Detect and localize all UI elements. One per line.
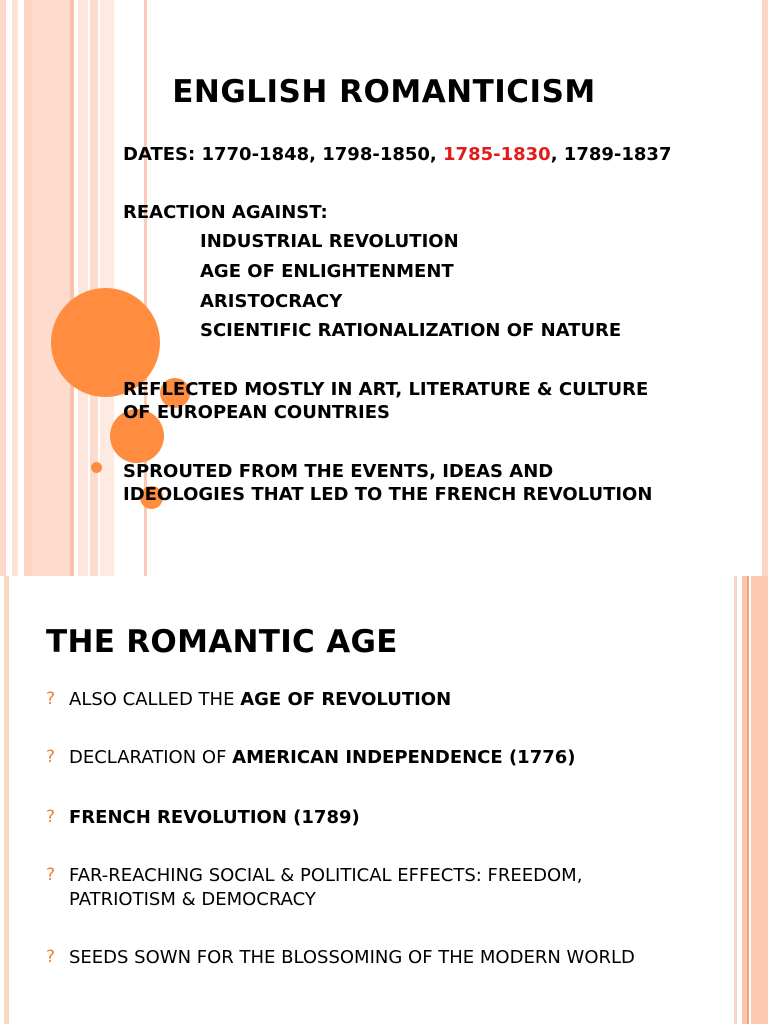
bullet-bold: AMERICAN INDEPENDENCE (1776) (232, 747, 576, 768)
reaction-item: ARISTOCRACY (200, 291, 343, 312)
dates-prefix: DATES: 1770-1848, 1798-1850, (123, 144, 444, 165)
bullet-item (69, 688, 451, 712)
sprouted-line: IDEOLOGIES THAT LED TO THE FRENCH REVOLUTION (123, 484, 653, 505)
bullet-marker: ? (46, 947, 56, 967)
bullet-item: SEEDS SOWN FOR THE BLOSSOMING OF THE MODERN WORLD (69, 947, 635, 968)
reaction-item: AGE OF ENLIGHTENMENT (200, 261, 454, 282)
bullet-plain: DECLARATION OF (69, 747, 233, 768)
reaction-item: SCIENTIFIC RATIONALIZATION OF NATURE (200, 320, 622, 341)
bullet-bold: AGE OF REVOLUTION (240, 689, 452, 710)
bullet-plain: ALSO CALLED THE (69, 689, 241, 710)
decor-circle-tiny (91, 462, 102, 473)
bullet-item-continued: PATRIOTISM & DEMOCRACY (69, 889, 316, 910)
bullet-bold: FRENCH REVOLUTION (1789) (69, 807, 360, 828)
slide-title: THE ROMANTIC AGE (46, 624, 398, 660)
bullet-marker: ? (46, 865, 56, 885)
dates-line (123, 143, 671, 167)
bullet-marker: ? (46, 747, 56, 767)
reflected-line: REFLECTED MOSTLY IN ART, LITERATURE & CULTURE (123, 379, 649, 400)
reaction-item: INDUSTRIAL REVOLUTION (200, 231, 459, 252)
bullet-item: FAR-REACHING SOCIAL & POLITICAL EFFECTS: FREEDOM, (69, 865, 583, 886)
sprouted-line: SPROUTED FROM THE EVENTS, IDEAS AND (123, 461, 554, 482)
reflected-line: OF EUROPEAN COUNTRIES (123, 402, 390, 423)
reaction-label: REACTION AGAINST: (123, 202, 328, 223)
bullet-marker: ? (46, 689, 56, 709)
bullet-marker: ? (46, 807, 56, 827)
slide-title: ENGLISH ROMANTICISM (172, 74, 596, 110)
dates-suffix: , 1789-1837 (550, 144, 672, 165)
decor-stripe (4, 576, 9, 1024)
bullet-item (69, 806, 360, 830)
decor-stripe (751, 576, 768, 1024)
slide-romantic-age (0, 576, 768, 1024)
dates-highlight: 1785-1830 (443, 144, 551, 165)
decor-stripe (747, 576, 749, 1024)
decor-stripe (734, 576, 737, 1024)
bullet-item (69, 746, 576, 770)
